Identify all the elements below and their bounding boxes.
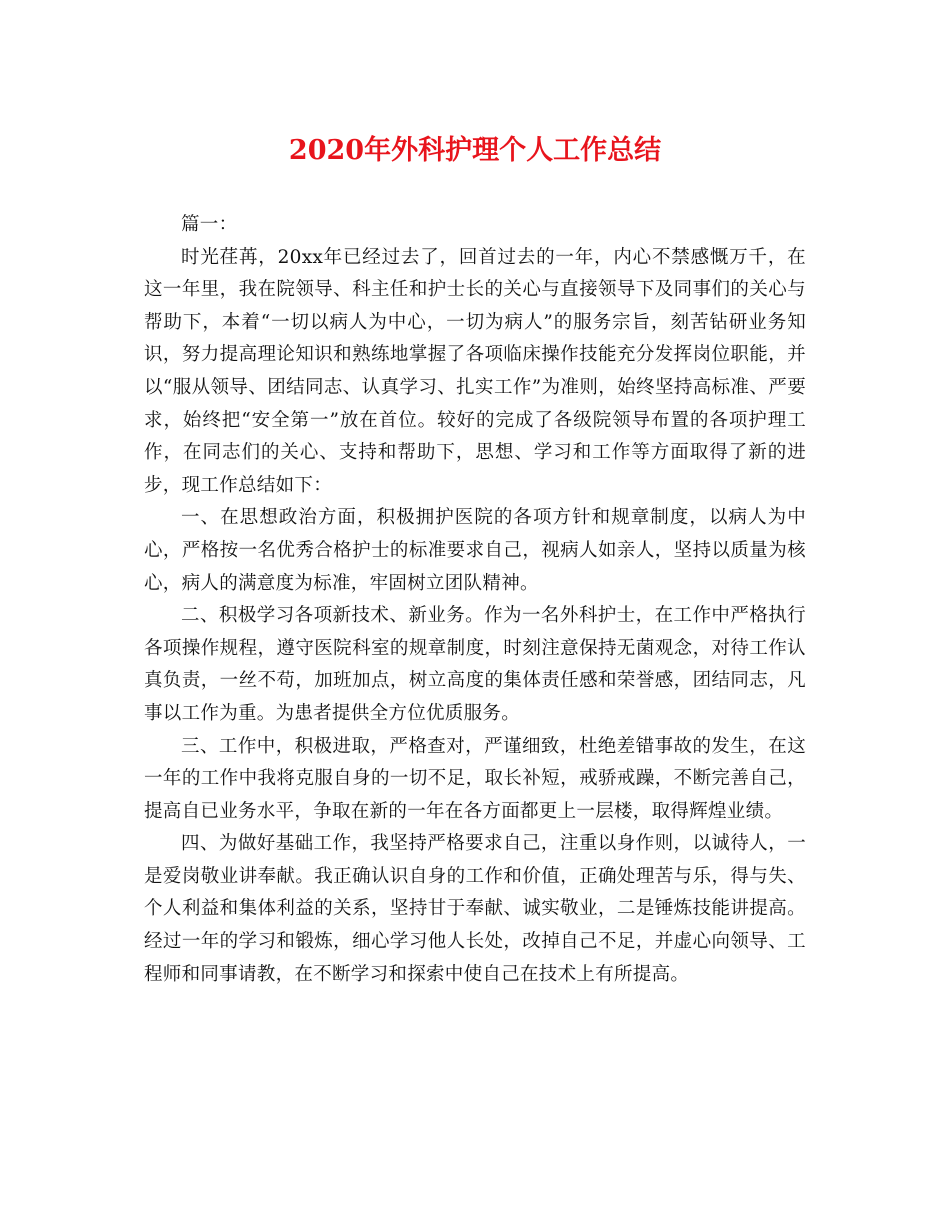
paragraph-point-1: 一、在思想政治方面，积极拥护医院的各项方针和规章制度，以病人为中心，严格按一名优秀合格护士的标准要求自己，视病人如亲人，坚持以质量为核心，病人的满意度为标准，牢固树立团队精神。 (144, 507, 806, 594)
document-body (144, 209, 806, 991)
section-label: 篇一： (181, 214, 238, 235)
paragraph-intro: 时光荏苒，20xx年已经过去了，回首过去的一年，内心不禁感慨万千，在这一年里，我在院领导、科主任和护士长的关心与直接领导下及同事们的关心与帮助下，本着“一切以病人为中心，一切为病人”的服务宗旨，刻苦钻研业务知识，努力提高理论知识和熟练地掌握了各项临床操作技能充分发挥岗位职能，并以“服从领导、团结同志、认真学习、扎实工作”为准则，始终坚持高标准、严要求，始终把“安全第一”放在首位。较好的完成了各级院领导布置的各项护理工作，在同志们的关心、支持和帮助下，思想、学习和工作等方面取得了新的进步，现工作总结如下： (144, 246, 806, 496)
document-title: 2020年外科护理个人工作总结 (288, 135, 662, 166)
paragraph-point-4: 四、为做好基础工作，我坚持严格要求自己，注重以身作则，以诚待人，一是爱岗敬业讲奉献。我正确认识自身的工作和价值，正确处理苦与乐，得与失、个人利益和集体利益的关系，坚持甘于奉献、诚实敬业，二是锤炼技能讲提高。经过一年的学习和锻炼，细心学习他人长处，改掉自己不足，并虚心向领导、工程师和同事请教，在不断学习和探索中使自己在技术上有所提高。 (144, 833, 806, 985)
paragraph-point-2: 二、积极学习各项新技术、新业务。作为一名外科护士，在工作中严格执行各项操作规程，遵守医院科室的规章制度，时刻注意保持无菌观念，对待工作认真负责，一丝不苟，加班加点，树立高度的集体责任感和荣誉感，团结同志，凡事以工作为重。为患者提供全方位优质服务。 (144, 605, 806, 724)
paragraph-point-3: 三、工作中，积极进取，严格查对，严谨细致，杜绝差错事故的发生，在这一年的工作中我将克服自身的一切不足，取长补短，戒骄戒躁，不断完善自己，提高自已业务水平，争取在新的一年在各方面都更上一层楼，取得辉煌业绩。 (144, 735, 806, 822)
